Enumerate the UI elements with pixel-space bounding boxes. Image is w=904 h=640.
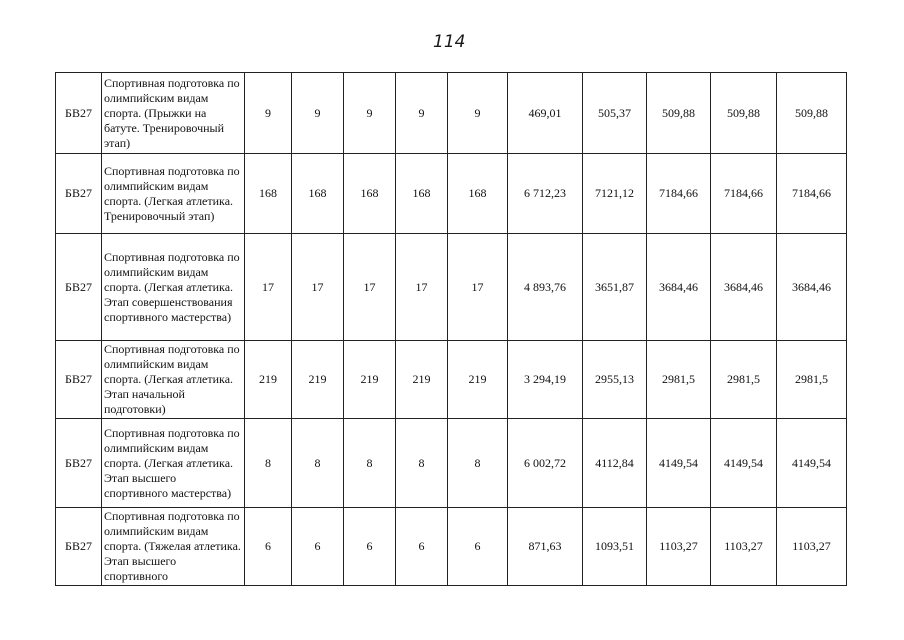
row-value-cell: 6 712,23 <box>508 154 583 234</box>
row-service-name: Спортивная подготовка по олимпийским видам спорта. (Прыжки на батуте. Тренировочный этап) <box>102 73 245 154</box>
row-service-name: Спортивная подготовка по олимпийским видам спорта. (Легкая атлетика. Этап совершенствования спортивного мастерства) <box>102 234 245 341</box>
row-count-cell: 168 <box>245 154 292 234</box>
row-count-cell: 9 <box>245 73 292 154</box>
row-value-cell: 7184,66 <box>777 154 847 234</box>
row-value-cell: 1103,27 <box>647 508 711 586</box>
row-value-cell: 4149,54 <box>711 419 777 508</box>
row-value-cell: 1103,27 <box>711 508 777 586</box>
row-value-cell: 509,88 <box>777 73 847 154</box>
row-service-name: Спортивная подготовка по олимпийским видам спорта. (Легкая атлетика. Этап начальной подготовки) <box>102 341 245 419</box>
table-row <box>56 73 847 154</box>
row-count-cell: 168 <box>396 154 448 234</box>
row-count-cell: 9 <box>292 73 344 154</box>
row-value-cell: 505,37 <box>583 73 647 154</box>
row-count-cell: 6 <box>245 508 292 586</box>
table-row <box>56 154 847 234</box>
row-count-cell: 8 <box>292 419 344 508</box>
services-table <box>55 72 847 586</box>
row-count-cell: 168 <box>448 154 508 234</box>
row-count-cell: 17 <box>448 234 508 341</box>
row-count-cell: 219 <box>448 341 508 419</box>
row-count-cell: 8 <box>396 419 448 508</box>
row-value-cell: 3684,46 <box>711 234 777 341</box>
row-value-cell: 1093,51 <box>583 508 647 586</box>
row-count-cell: 6 <box>292 508 344 586</box>
row-value-cell: 3684,46 <box>647 234 711 341</box>
row-code: БВ27 <box>56 508 102 586</box>
row-value-cell: 2981,5 <box>777 341 847 419</box>
row-count-cell: 17 <box>245 234 292 341</box>
row-service-name: Спортивная подготовка по олимпийским видам спорта. (Легкая атлетика. Тренировочный этап) <box>102 154 245 234</box>
table-row <box>56 508 847 586</box>
row-value-cell: 509,88 <box>711 73 777 154</box>
row-count-cell: 219 <box>344 341 396 419</box>
row-code: БВ27 <box>56 73 102 154</box>
row-code: БВ27 <box>56 419 102 508</box>
row-value-cell: 4149,54 <box>647 419 711 508</box>
row-count-cell: 6 <box>396 508 448 586</box>
row-count-cell: 17 <box>396 234 448 341</box>
row-code: БВ27 <box>56 154 102 234</box>
row-count-cell: 9 <box>448 73 508 154</box>
row-count-cell: 17 <box>292 234 344 341</box>
row-count-cell: 168 <box>292 154 344 234</box>
row-value-cell: 7184,66 <box>647 154 711 234</box>
table-row <box>56 234 847 341</box>
row-count-cell: 8 <box>344 419 396 508</box>
row-count-cell: 9 <box>396 73 448 154</box>
row-value-cell: 2981,5 <box>711 341 777 419</box>
table-row <box>56 419 847 508</box>
row-value-cell: 6 002,72 <box>508 419 583 508</box>
row-value-cell: 469,01 <box>508 73 583 154</box>
row-count-cell: 219 <box>396 341 448 419</box>
row-value-cell: 4 893,76 <box>508 234 583 341</box>
row-count-cell: 168 <box>344 154 396 234</box>
row-code: БВ27 <box>56 234 102 341</box>
row-count-cell: 17 <box>344 234 396 341</box>
row-value-cell: 1103,27 <box>777 508 847 586</box>
table-row <box>56 341 847 419</box>
row-count-cell: 8 <box>448 419 508 508</box>
row-value-cell: 7184,66 <box>711 154 777 234</box>
row-value-cell: 2981,5 <box>647 341 711 419</box>
row-count-cell: 8 <box>245 419 292 508</box>
row-count-cell: 219 <box>245 341 292 419</box>
row-value-cell: 3684,46 <box>777 234 847 341</box>
page-number: 114 <box>433 32 466 52</box>
row-service-name: Спортивная подготовка по олимпийским видам спорта. (Тяжелая атлетика. Этап высшего спортивного <box>102 508 245 586</box>
row-value-cell: 871,63 <box>508 508 583 586</box>
row-value-cell: 3 294,19 <box>508 341 583 419</box>
row-value-cell: 2955,13 <box>583 341 647 419</box>
row-code: БВ27 <box>56 341 102 419</box>
row-value-cell: 7121,12 <box>583 154 647 234</box>
row-service-name: Спортивная подготовка по олимпийским видам спорта. (Легкая атлетика. Этап высшего спортивного мастерства) <box>102 419 245 508</box>
row-count-cell: 219 <box>292 341 344 419</box>
row-value-cell: 3651,87 <box>583 234 647 341</box>
row-count-cell: 6 <box>448 508 508 586</box>
row-count-cell: 9 <box>344 73 396 154</box>
row-value-cell: 4112,84 <box>583 419 647 508</box>
row-count-cell: 6 <box>344 508 396 586</box>
row-value-cell: 4149,54 <box>777 419 847 508</box>
row-value-cell: 509,88 <box>647 73 711 154</box>
